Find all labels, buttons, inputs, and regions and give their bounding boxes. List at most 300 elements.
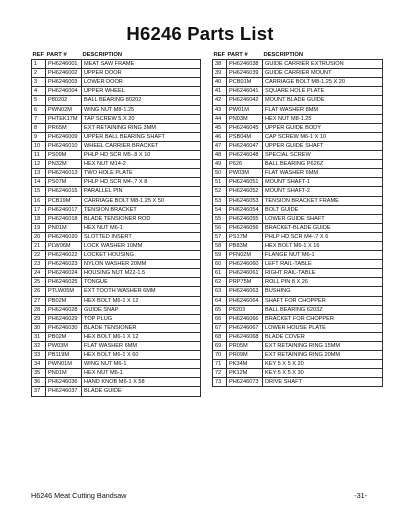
ref-cell: 37 <box>32 387 46 396</box>
part-number-cell: PW03M <box>46 342 82 351</box>
part-number-cell: PH6246037 <box>46 387 82 396</box>
table-row <box>32 260 201 269</box>
description-cell: BRACKET FOR CHOPPER <box>263 314 383 323</box>
table-row <box>213 178 383 187</box>
footer-page-number: -31- <box>354 491 367 500</box>
description-cell: GUIDE SNAP <box>82 305 201 314</box>
description-cell: TWO HOLE PLATE <box>82 169 201 178</box>
part-number-cell: PN01M <box>46 369 82 378</box>
parts-table-right-body <box>213 60 383 387</box>
description-cell: HEX BOLT M6-1 X 16 <box>263 241 383 250</box>
description-cell: PARALLEL PIN <box>82 187 201 196</box>
part-number-cell: PH6246030 <box>46 323 82 332</box>
part-column-header: PART # <box>227 52 248 58</box>
ref-cell: 35 <box>32 369 46 378</box>
part-number-cell: PH6246038 <box>227 60 263 69</box>
description-cell: HEX BOLT M6-1 X 12 <box>82 332 201 341</box>
part-number-cell: PH6246060 <box>227 260 263 269</box>
part-number-cell: PRP75M <box>227 278 263 287</box>
description-cell: BLADE TENSIONER <box>82 323 201 332</box>
ref-cell: 50 <box>213 169 227 178</box>
description-cell: TAP SCREW 5 X 20 <box>82 114 201 123</box>
description-cell: BRACKET-BLADE GUIDE <box>263 223 383 232</box>
ref-cell: 59 <box>213 251 227 260</box>
part-number-cell: P80202 <box>46 96 82 105</box>
table-row <box>32 360 201 369</box>
table-row <box>32 105 201 114</box>
footer-manual-title: H6246 Meat Cutting Bandsaw <box>31 491 127 500</box>
table-row <box>32 378 201 387</box>
part-number-cell: PH6246028 <box>46 305 82 314</box>
part-number-cell: P626 <box>227 160 263 169</box>
part-number-cell: PH6246045 <box>227 123 263 132</box>
ref-cell: 67 <box>213 323 227 332</box>
table-row <box>213 96 383 105</box>
part-number-cell: PB02M <box>46 296 82 305</box>
description-cell: BALL BEARING P626Z <box>263 160 383 169</box>
part-number-cell: PK12M <box>227 369 263 378</box>
part-number-cell: PH6246039 <box>227 69 263 78</box>
table-row <box>213 287 383 296</box>
description-cell: UPPER DOOR <box>82 69 201 78</box>
description-cell: WHEEL CARRIER BRACKET <box>82 141 201 150</box>
ref-cell: 33 <box>32 351 46 360</box>
ref-cell: 27 <box>32 296 46 305</box>
ref-cell: 40 <box>213 78 227 87</box>
table-row <box>32 178 201 187</box>
ref-cell: 26 <box>32 287 46 296</box>
table-row <box>213 187 383 196</box>
part-number-cell: PS09M <box>46 151 82 160</box>
ref-cell: 69 <box>213 342 227 351</box>
description-cell: BALL BEARING 80202 <box>82 96 201 105</box>
ref-cell: 17 <box>32 205 46 214</box>
ref-cell: 29 <box>32 314 46 323</box>
description-cell: WING NUT M8-1.25 <box>82 105 201 114</box>
part-number-cell: PH6246064 <box>227 296 263 305</box>
description-column-header: DESCRIPTION <box>263 52 304 58</box>
ref-cell: 45 <box>213 123 227 132</box>
ref-cell: 61 <box>213 269 227 278</box>
table-row <box>213 223 383 232</box>
description-cell: GUIDE CARRIER EXTRUSION <box>263 60 383 69</box>
description-cell: DRIVE SHAFT <box>263 378 383 387</box>
part-number-cell: PCB19M <box>46 196 82 205</box>
description-cell: PHLP HD SCR M4-.7 X 6 <box>263 232 383 241</box>
part-number-cell: PR65M <box>46 123 82 132</box>
table-row <box>32 387 201 396</box>
description-cell: CARRIAGE BOLT M8-1.25 X 50 <box>82 196 201 205</box>
table-row <box>32 141 201 150</box>
part-number-cell: PH6246055 <box>227 214 263 223</box>
description-cell: EXT TOOTH WASHER 6MM <box>82 287 201 296</box>
table-row <box>213 369 383 378</box>
table-row <box>213 305 383 314</box>
ref-cell: 54 <box>213 205 227 214</box>
ref-cell: 73 <box>213 378 227 387</box>
ref-cell: 24 <box>32 269 46 278</box>
ref-cell: 30 <box>32 323 46 332</box>
table-row <box>32 60 201 69</box>
table-row <box>32 223 201 232</box>
ref-cell: 47 <box>213 141 227 150</box>
table-row <box>213 196 383 205</box>
description-cell: MEAT SAW FRAME <box>82 60 201 69</box>
description-cell: SPECIAL SCREW <box>263 151 383 160</box>
table-row <box>32 305 201 314</box>
ref-cell: 58 <box>213 241 227 250</box>
table-header-row <box>213 51 383 60</box>
ref-cell: 43 <box>213 105 227 114</box>
ref-cell: 49 <box>213 160 227 169</box>
description-cell: TOP PLUG <box>82 314 201 323</box>
table-row <box>32 196 201 205</box>
table-row <box>32 187 201 196</box>
part-number-cell: PLW06M <box>46 241 82 250</box>
part-number-cell: PB02M <box>46 332 82 341</box>
ref-cell: 12 <box>32 160 46 169</box>
part-number-cell: PR05M <box>227 342 263 351</box>
ref-cell: 55 <box>213 214 227 223</box>
ref-cell: 39 <box>213 69 227 78</box>
description-cell: SQUARE HOLE PLATE <box>263 87 383 96</box>
ref-cell: 28 <box>32 305 46 314</box>
table-row <box>213 87 383 96</box>
description-cell: FLAT WASHER 8MM <box>263 105 383 114</box>
ref-cell: 10 <box>32 141 46 150</box>
part-number-cell: PH6246013 <box>46 169 82 178</box>
description-cell: MOUNT BLADE GUIDE <box>263 96 383 105</box>
description-column-header: DESCRIPTION <box>82 52 123 58</box>
description-cell: TENSION BRACKET <box>82 205 201 214</box>
table-row <box>32 251 201 260</box>
description-cell: LOCKET HOUSING <box>82 251 201 260</box>
table-header-row <box>32 51 201 60</box>
ref-cell: 5 <box>32 96 46 105</box>
part-number-cell: PH6246054 <box>227 205 263 214</box>
table-row <box>213 314 383 323</box>
ref-cell: 23 <box>32 260 46 269</box>
ref-cell: 46 <box>213 132 227 141</box>
part-number-cell: PH6246009 <box>46 132 82 141</box>
part-number-cell: PH6246001 <box>46 60 82 69</box>
description-cell: WING NUT M6-1 <box>82 360 201 369</box>
description-cell: HEX NUT M8-1.25 <box>263 114 383 123</box>
description-cell: MOUNT SHAFT-1 <box>263 178 383 187</box>
ref-cell: 72 <box>213 369 227 378</box>
table-row <box>213 360 383 369</box>
table-row <box>32 151 201 160</box>
ref-cell: 18 <box>32 214 46 223</box>
ref-cell: 20 <box>32 232 46 241</box>
table-row <box>213 141 383 150</box>
ref-cell: 56 <box>213 223 227 232</box>
table-row <box>213 160 383 169</box>
ref-cell: 42 <box>213 96 227 105</box>
part-number-cell: PH6246051 <box>227 178 263 187</box>
part-number-cell: PH6246022 <box>46 251 82 260</box>
table-row <box>213 214 383 223</box>
description-cell: ROLL PIN 8 X 26 <box>263 278 383 287</box>
description-cell: HEX NUT M14-2 <box>82 160 201 169</box>
table-row <box>32 232 201 241</box>
ref-cell: 16 <box>32 196 46 205</box>
description-cell: FLAT WASHER 6MM <box>82 342 201 351</box>
description-cell: PHLP HD SCR M5-.8 X 10 <box>82 151 201 160</box>
ref-cell: 53 <box>213 196 227 205</box>
part-number-cell: P6203 <box>227 305 263 314</box>
description-cell: KEY 5 X 5 X 20 <box>263 360 383 369</box>
ref-cell: 71 <box>213 360 227 369</box>
part-number-cell: PH6246010 <box>46 141 82 150</box>
part-number-cell: PW03M <box>227 169 263 178</box>
part-number-cell: PH6246025 <box>46 278 82 287</box>
table-row <box>213 169 383 178</box>
description-cell: BUSHING <box>263 287 383 296</box>
ref-cell: 21 <box>32 241 46 250</box>
description-cell: TONGUE <box>82 278 201 287</box>
description-cell: BLADE COVER <box>263 332 383 341</box>
ref-cell: 1 <box>32 60 46 69</box>
table-row <box>213 332 383 341</box>
part-number-cell: PH6246042 <box>227 96 263 105</box>
part-number-cell: PHTEK17M <box>46 114 82 123</box>
part-number-cell: PH6246023 <box>46 260 82 269</box>
part-number-cell: PH6246056 <box>227 223 263 232</box>
part-number-cell: PH6246068 <box>227 332 263 341</box>
table-row <box>32 269 201 278</box>
description-cell: HOUSING NUT M22-1.5 <box>82 269 201 278</box>
description-cell: HAND KNOB M6-1 X 58 <box>82 378 201 387</box>
description-cell: RIGHT RAIL-TABLE <box>263 269 383 278</box>
ref-cell: 41 <box>213 87 227 96</box>
ref-cell: 60 <box>213 260 227 269</box>
ref-cell: 8 <box>32 123 46 132</box>
description-cell: SLOTTED INSERT <box>82 232 201 241</box>
ref-cell: 34 <box>32 360 46 369</box>
table-row <box>32 278 201 287</box>
description-cell: BLADE GUIDE <box>82 387 201 396</box>
part-number-cell: PH6246048 <box>227 151 263 160</box>
part-number-cell: PS17M <box>227 232 263 241</box>
ref-cell: 14 <box>32 178 46 187</box>
ref-cell: 7 <box>32 114 46 123</box>
ref-cell: 31 <box>32 332 46 341</box>
description-cell: HEX BOLT M6-1 X 12 <box>82 296 201 305</box>
table-row <box>32 69 201 78</box>
part-number-cell: PH6246061 <box>227 269 263 278</box>
table-row <box>213 60 383 69</box>
part-number-cell: PTLW05M <box>46 287 82 296</box>
parts-table-right <box>212 51 383 387</box>
table-row <box>213 323 383 332</box>
table-row <box>213 123 383 132</box>
table-row <box>32 205 201 214</box>
description-cell: EXT RETAINING RING 15MM <box>263 342 383 351</box>
table-row <box>32 342 201 351</box>
part-number-cell: PN32M <box>46 160 82 169</box>
description-cell: TENSION BRACKET FRAME <box>263 196 383 205</box>
table-row <box>213 114 383 123</box>
part-number-cell: PWN02M <box>46 105 82 114</box>
ref-cell: 51 <box>213 178 227 187</box>
table-row <box>213 69 383 78</box>
part-number-cell: PN01M <box>46 223 82 232</box>
part-number-cell: PH6246024 <box>46 269 82 278</box>
description-cell: FLAT WASHER 6MM <box>263 169 383 178</box>
description-cell: BLADE TENSIONER ROD <box>82 214 201 223</box>
part-number-cell: PH6246004 <box>46 87 82 96</box>
description-cell: BALL BEARING 6203Z <box>263 305 383 314</box>
table-row <box>32 214 201 223</box>
part-number-cell: PCB01M <box>227 78 263 87</box>
ref-cell: 19 <box>32 223 46 232</box>
table-row <box>32 78 201 87</box>
part-number-cell: PH6246018 <box>46 214 82 223</box>
part-number-cell: PR09M <box>227 351 263 360</box>
table-row <box>213 251 383 260</box>
description-cell: UPPER BALL BEARING SHAFT <box>82 132 201 141</box>
table-row <box>32 351 201 360</box>
description-cell: LOWER DOOR <box>82 78 201 87</box>
description-cell: KEY 5 X 5 X 30 <box>263 369 383 378</box>
parts-table-left <box>31 51 201 397</box>
ref-cell: 63 <box>213 287 227 296</box>
ref-cell: 66 <box>213 314 227 323</box>
ref-cell: 11 <box>32 151 46 160</box>
table-row <box>213 241 383 250</box>
ref-cell: 9 <box>32 132 46 141</box>
part-number-cell: PWN01M <box>46 360 82 369</box>
ref-cell: 48 <box>213 151 227 160</box>
description-cell: FLANGE NUT M6-1 <box>263 251 383 260</box>
ref-cell: 2 <box>32 69 46 78</box>
description-cell: HEX BOLT M6-1 X 60 <box>82 351 201 360</box>
table-row <box>213 105 383 114</box>
table-row <box>32 287 201 296</box>
ref-cell: 3 <box>32 78 46 87</box>
part-number-cell: PH6246041 <box>227 87 263 96</box>
part-number-cell: PH6246020 <box>46 232 82 241</box>
table-row <box>32 296 201 305</box>
part-number-cell: PN03M <box>227 114 263 123</box>
ref-column-header: REF <box>32 52 45 58</box>
description-cell: EXT RETAINING RING 20MM <box>263 351 383 360</box>
description-cell: LOCK WASHER 10MM <box>82 241 201 250</box>
ref-cell: 25 <box>32 278 46 287</box>
ref-cell: 57 <box>213 232 227 241</box>
table-row <box>213 232 383 241</box>
description-cell: GUIDE CARRIER MOUNT <box>263 69 383 78</box>
part-number-cell: PH6246052 <box>227 187 263 196</box>
table-row <box>213 378 383 387</box>
table-row <box>213 132 383 141</box>
ref-cell: 4 <box>32 87 46 96</box>
description-cell: UPPER GUIDE SHAFT <box>263 141 383 150</box>
ref-cell: 6 <box>32 105 46 114</box>
description-cell: PHLP HD SCR M4-.7 X 8 <box>82 178 201 187</box>
ref-cell: 22 <box>32 251 46 260</box>
ref-column-header: REF <box>213 52 226 58</box>
description-cell: NYLON WASHER 20MM <box>82 260 201 269</box>
table-row <box>32 369 201 378</box>
part-number-cell: PB83M <box>227 241 263 250</box>
ref-cell: 32 <box>32 342 46 351</box>
description-cell: UPPER WHEEL <box>82 87 201 96</box>
table-row <box>32 314 201 323</box>
table-row <box>32 132 201 141</box>
part-number-cell: PH6246002 <box>46 69 82 78</box>
part-number-cell: PK34M <box>227 360 263 369</box>
table-row <box>213 296 383 305</box>
part-number-cell: PH6246067 <box>227 323 263 332</box>
table-row <box>213 351 383 360</box>
ref-cell: 65 <box>213 305 227 314</box>
table-row <box>213 260 383 269</box>
description-cell: SHAFT FOR CHOPPER <box>263 296 383 305</box>
ref-cell: 44 <box>213 114 227 123</box>
table-row <box>213 151 383 160</box>
ref-cell: 68 <box>213 332 227 341</box>
parts-table-left-body <box>32 60 201 396</box>
part-number-cell: PB119M <box>46 351 82 360</box>
ref-cell: 62 <box>213 278 227 287</box>
table-row <box>213 269 383 278</box>
description-cell: UPPER GUIDE BODY <box>263 123 383 132</box>
description-cell: MOUNT SHAFT-2 <box>263 187 383 196</box>
table-row <box>32 96 201 105</box>
description-cell: HEX NUT M6-1 <box>82 369 201 378</box>
part-number-cell: PH6246073 <box>227 378 263 387</box>
part-number-cell: PH6246066 <box>227 314 263 323</box>
ref-cell: 13 <box>32 169 46 178</box>
description-cell: BOLT GUIDE <box>263 205 383 214</box>
table-row <box>32 160 201 169</box>
ref-cell: 52 <box>213 187 227 196</box>
part-number-cell: PH6246047 <box>227 141 263 150</box>
page-title: H6246 Parts List <box>126 23 274 44</box>
description-cell: LEFT RAIL-TABLE <box>263 260 383 269</box>
table-row <box>32 241 201 250</box>
description-cell: LOWER HOUSE PLATE <box>263 323 383 332</box>
ref-cell: 64 <box>213 296 227 305</box>
description-cell: LOWER GUIDE SHAFT <box>263 214 383 223</box>
description-cell: HEX NUT M6-1 <box>82 223 201 232</box>
table-row <box>32 114 201 123</box>
part-number-cell: PS07M <box>46 178 82 187</box>
description-cell: EXT RETAINING RING 3MM <box>82 123 201 132</box>
description-cell: CARRIAGE BOLT M8-1.25 X 20 <box>263 78 383 87</box>
part-number-cell: PFN02M <box>227 251 263 260</box>
ref-cell: 38 <box>213 60 227 69</box>
part-column-header: PART # <box>46 52 67 58</box>
part-number-cell: PH6246003 <box>46 78 82 87</box>
description-cell: CAP SCREW M6-1 X 10 <box>263 132 383 141</box>
part-number-cell: PH6246053 <box>227 196 263 205</box>
table-row <box>213 278 383 287</box>
table-row <box>213 205 383 214</box>
table-row <box>32 332 201 341</box>
table-row <box>32 87 201 96</box>
ref-cell: 15 <box>32 187 46 196</box>
part-number-cell: PH6246017 <box>46 205 82 214</box>
ref-cell: 36 <box>32 378 46 387</box>
table-row <box>32 169 201 178</box>
table-row <box>213 342 383 351</box>
table-row <box>32 323 201 332</box>
part-number-cell: PW01M <box>227 105 263 114</box>
part-number-cell: PH6246029 <box>46 314 82 323</box>
